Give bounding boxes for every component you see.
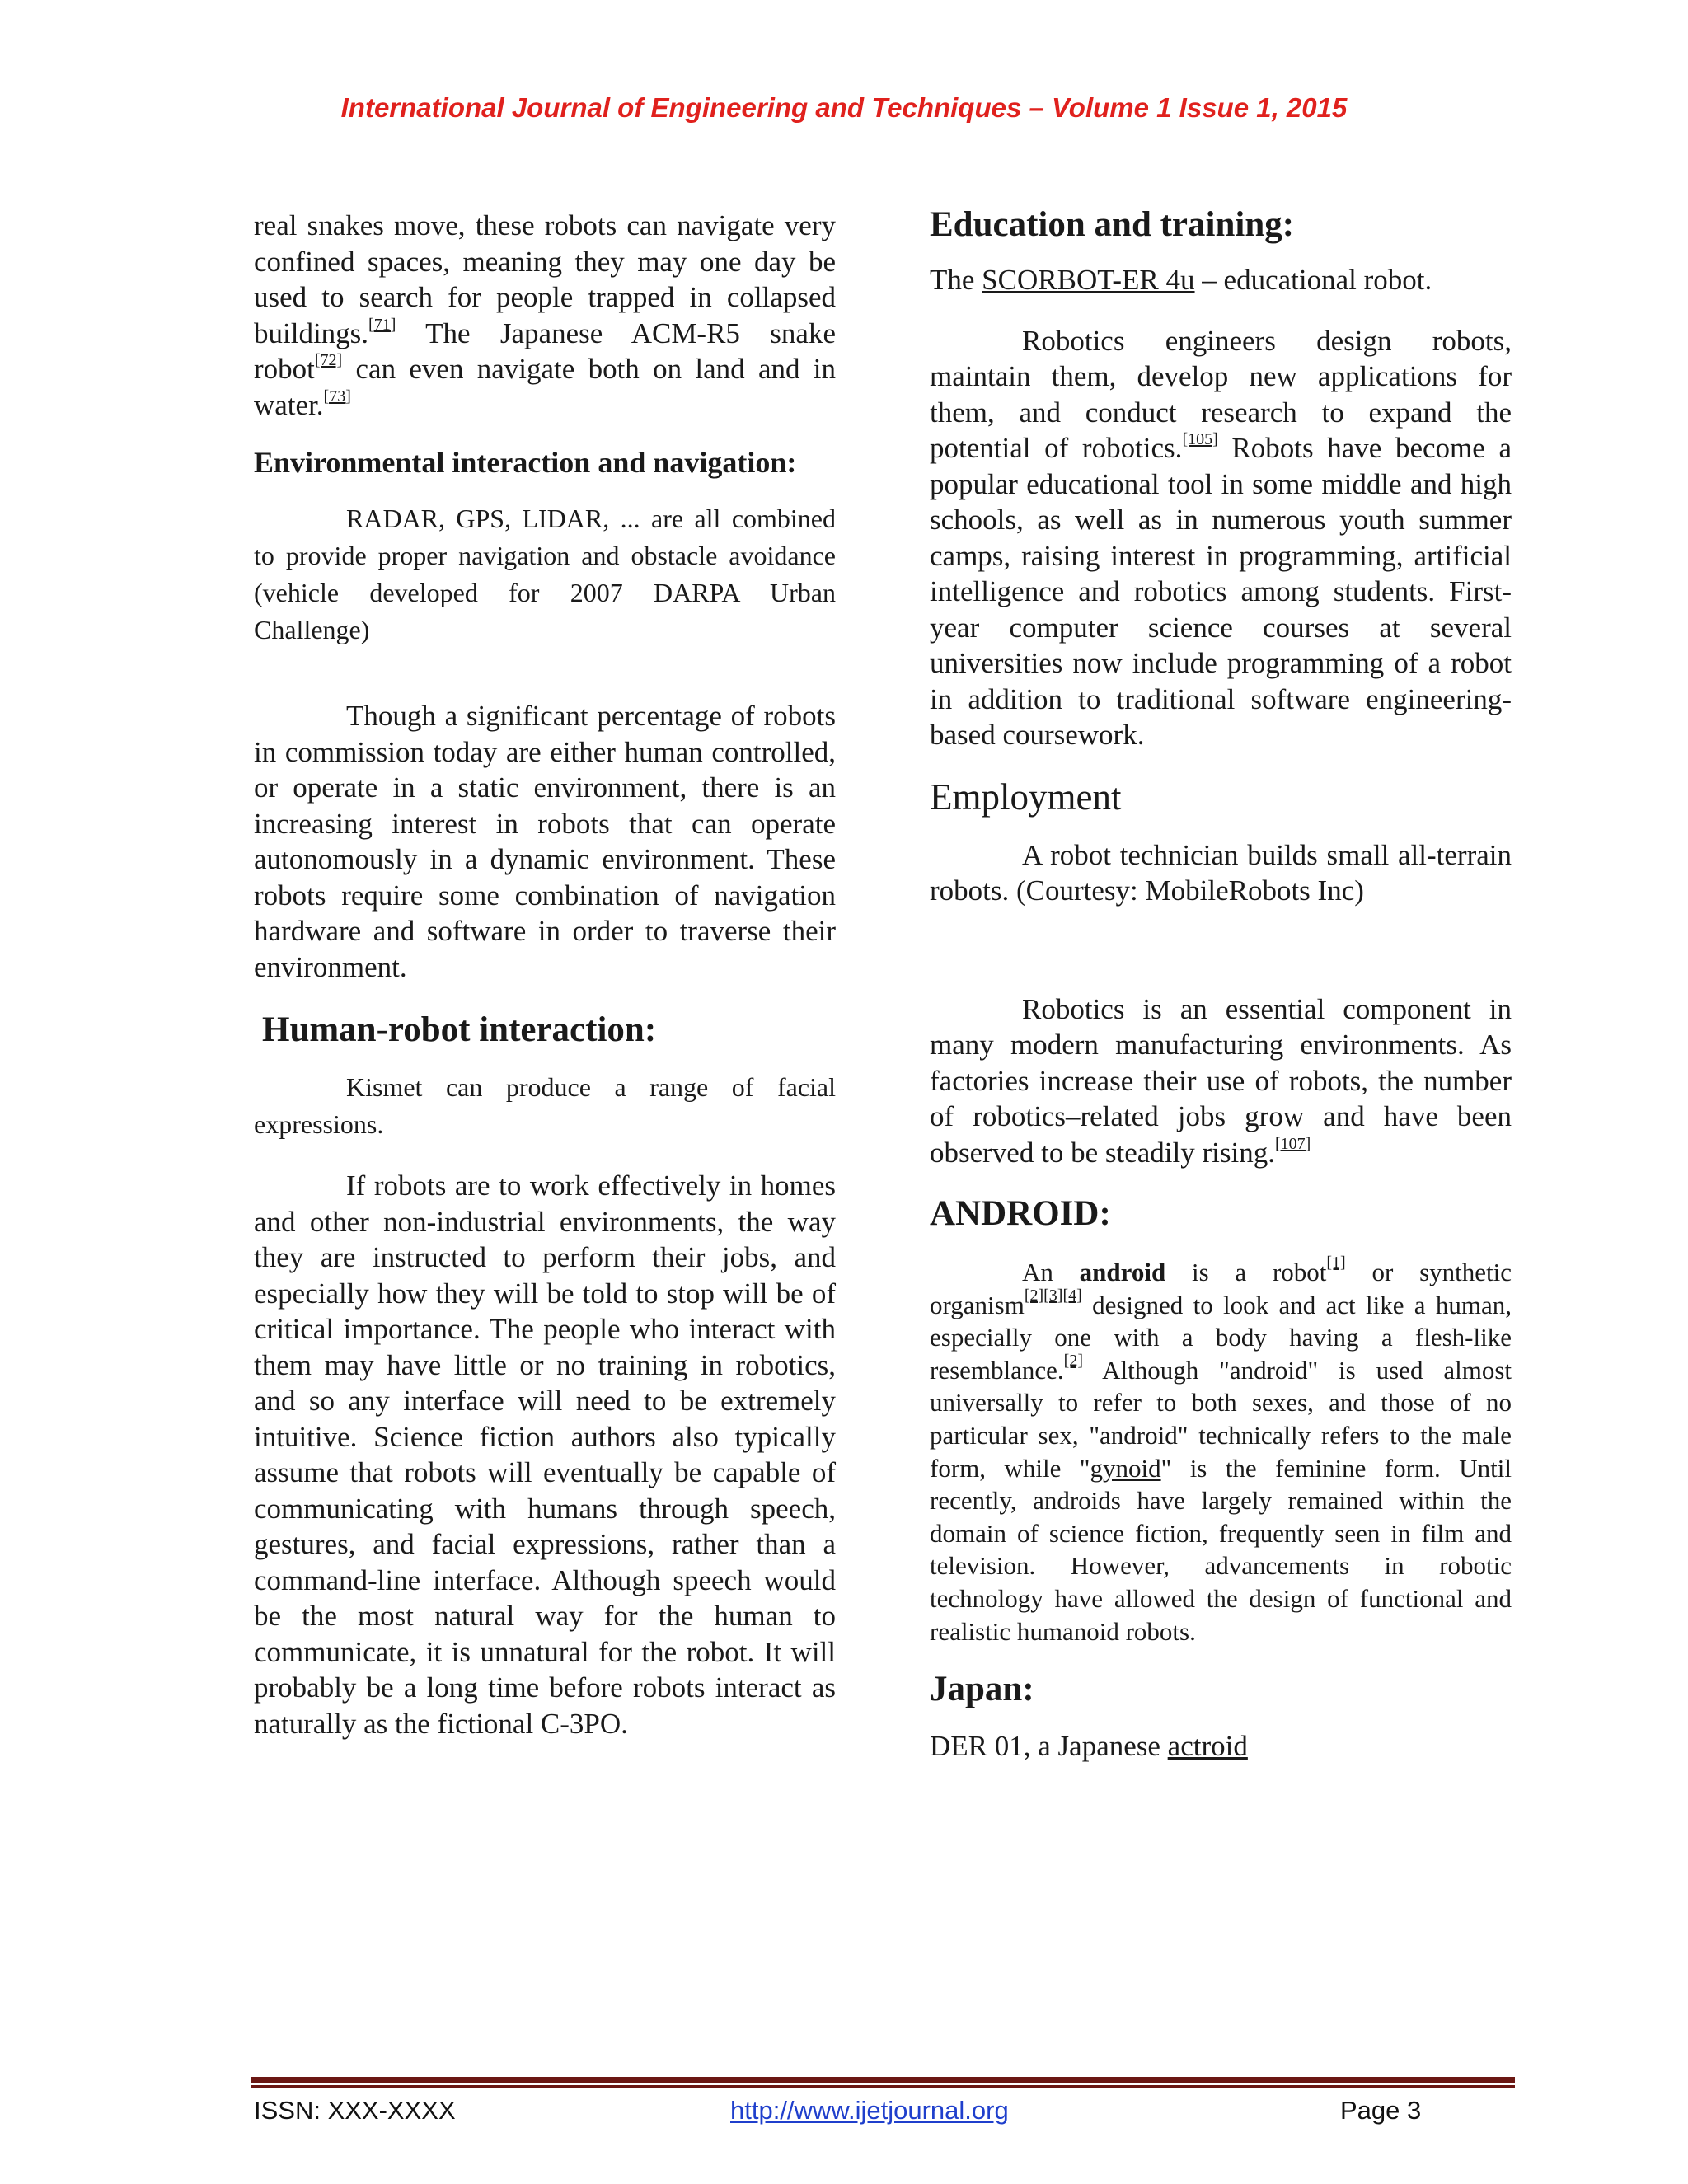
scorbot-caption [930, 262, 1512, 298]
heading-education-training: Education and training: [930, 205, 1295, 244]
actroid-link[interactable]: actroid [1167, 1730, 1248, 1763]
footer-issn: ISSN: XXX-XXXX [254, 2096, 456, 2125]
text: or synthetic organism [930, 1258, 1512, 1319]
text: is a robot [1165, 1258, 1327, 1286]
paragraph-interface: If robots are to work effectively in homes and other non-industrial environments, the way they are instructed to perform their jobs, and especially how they will be told to stop will be of critical importance. The people who interact with them may have little or no training in robotics, and so any interface will need to be extremely intuitive. Science fiction authors also typically assume that robots will eventually be capable of communicating with humans through speech, gestures, and facial expressions, rather than a command-line interface. Although speech would be the most natural way for the human to communicate, it is unnatural for the robot. It will probably be a long time before robots interact as naturally as the fictional C-3PO. [254, 1169, 836, 1740]
citation-link[interactable]: [107] [1274, 1134, 1311, 1153]
right-column [930, 204, 1512, 1765]
paragraph-snake-robots [254, 208, 836, 423]
caption-kismet: Kismet can produce a range of facial expressions. [254, 1072, 836, 1139]
footer-page-number: Page 3 [1340, 2096, 1422, 2125]
left-column [254, 204, 836, 1741]
scorbot-link[interactable]: SCORBOT-ER 4u [982, 264, 1195, 296]
citation-link[interactable]: [105] [1182, 430, 1218, 448]
text: The Japanese ACM-R5 snake robot [254, 316, 836, 385]
footer-divider [251, 2077, 1515, 2090]
heading-android: ANDROID: [930, 1194, 1111, 1233]
text: Robotics is an essential component in many modern manufacturing environments. As factories increase their use of robots, the number of robotics–related jobs grow and have been observed to be steadily rising. [930, 992, 1512, 1169]
text: can even navigate both on land and in water. [254, 353, 836, 421]
text: " is the feminine form. Until recently, androids have largely remained within the domain of science fiction, frequently seen in film and television. However, advancements in robotic technology have allowed the design of functional and realistic humanoid robots. [930, 1453, 1512, 1646]
footer-rule-thin [251, 2085, 1515, 2088]
gynoid-link[interactable]: gynoid [1090, 1453, 1161, 1483]
paragraph-manufacturing [930, 991, 1512, 1171]
text: Robots have become a popular educational tool in some middle and high schools, as well as in numerous youth summer camps, raising interest in programming, artificial intelligence and robotics among students. First-year computer science courses at several universities now include programming of a robot in addition to traditional software engineering-based coursework. [930, 432, 1512, 751]
citation-link[interactable]: [2][3][4] [1024, 1286, 1082, 1305]
text: Robotics engineers design robots, maintain them, develop new applications for them, and conduct research to expand the potential of robotics. [930, 324, 1512, 464]
heading-human-robot-interaction: Human-robot interaction: [262, 1010, 657, 1049]
paragraph-autonomous: Though a significant percentage of robots in commission today are either human controlled, or operate in a static environment, there is an increasing interest in robots that can operate autonomously in a dynamic environment. These robots require some combination of navigation hardware and software in order to traverse their environment. [254, 700, 836, 983]
journal-header: International Journal of Engineering and Techniques – Volume 1 Issue 1, 2015 [340, 92, 1348, 123]
paragraph-android [930, 1256, 1512, 1647]
paragraph-robotics-engineers [930, 323, 1512, 753]
citation-link[interactable]: [73] [323, 387, 351, 405]
der-caption [930, 1728, 1512, 1765]
heading-japan: Japan: [930, 1670, 1034, 1709]
citation-link[interactable]: [1] [1326, 1254, 1346, 1272]
caption-robot-technician: A robot technician builds small all-terrain robots. (Courtesy: MobileRobots Inc) [930, 838, 1512, 907]
heading-environmental-interaction: Environmental interaction and navigation: [254, 446, 797, 479]
text: An [1022, 1258, 1080, 1286]
text: Although "android" is used almost universally to refer to both sexes, and those of no particular sex, "android" technically refers to the male form, while " [930, 1355, 1512, 1483]
citation-link[interactable]: [2] [1063, 1351, 1083, 1370]
citation-link[interactable]: [71] [368, 315, 396, 334]
footer-rule-thick [251, 2077, 1515, 2083]
text: real snakes move, these robots can navigate very confined spaces, meaning they may one day be used to search for people trapped in collapsed buildings. [254, 209, 836, 349]
caption-radar: RADAR, GPS, LIDAR, ... are all combined to provide proper navigation and obstacle avoidance (vehicle developed for 2007 DARPA Urban Challenge) [254, 504, 836, 644]
text: DER 01, a Japanese [930, 1730, 1168, 1763]
text: The [930, 264, 982, 296]
footer-journal-link[interactable]: http://www.ijetjournal.org [730, 2096, 1009, 2125]
text: – educational robot. [1194, 264, 1432, 296]
citation-link[interactable]: [72] [314, 351, 343, 369]
heading-employment: Employment [930, 776, 1122, 818]
text: designed to look and act like a human, especially one with a body having a flesh-like resemblance. [930, 1290, 1512, 1385]
bold-term-android: android [1079, 1258, 1166, 1286]
